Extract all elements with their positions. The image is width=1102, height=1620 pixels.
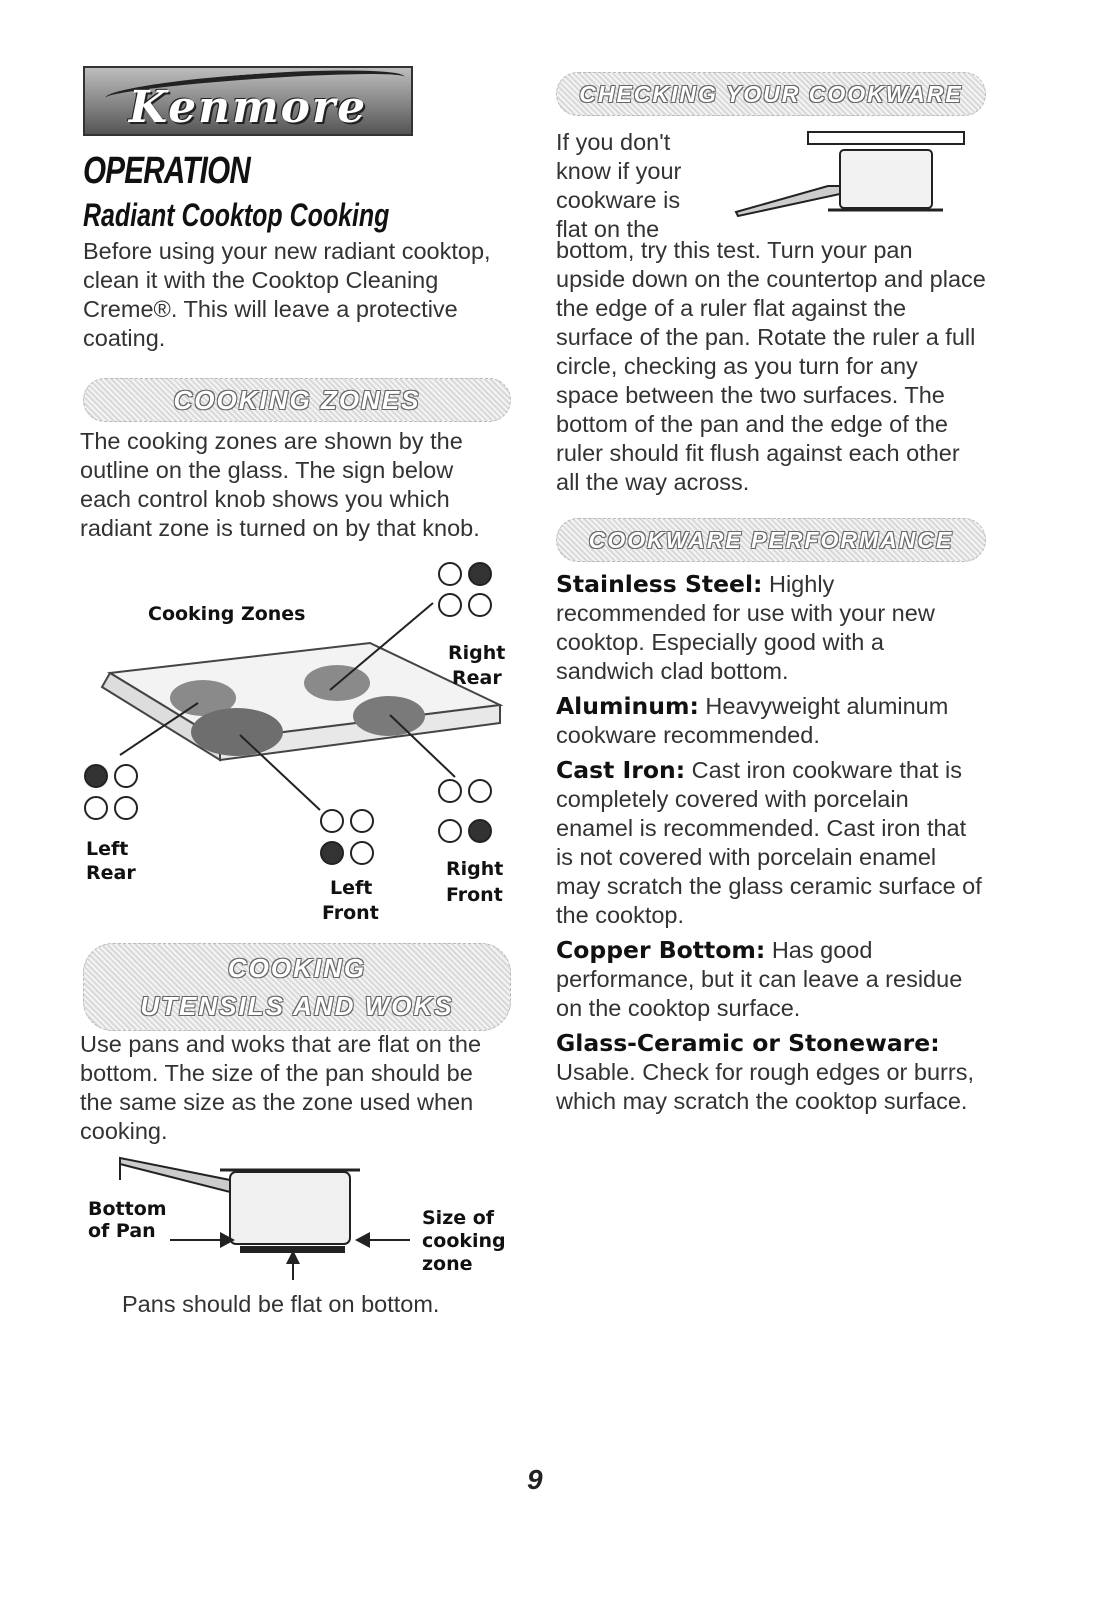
performance-term: Cast Iron:: [556, 756, 686, 784]
ruler-test-diagram: [728, 128, 968, 218]
performance-desc: Usable. Check for rough edges or burrs, which may scratch the cooktop surface.: [556, 1059, 974, 1114]
checking-heading: CHECKING YOUR COOKWARE: [579, 80, 963, 107]
checking-banner: [556, 72, 986, 116]
knob-indicator: [85, 797, 107, 819]
cooking-zones-heading: COOKING ZONES: [173, 384, 421, 415]
knob-indicator: [321, 842, 343, 864]
cooking-zones-paragraph: The cooking zones are shown by the outline on the glass. The sign below each control knob shows you which radiant zone is turned on by that knob.: [80, 428, 480, 541]
knob-indicator: [439, 594, 461, 616]
zone-left-front: [191, 708, 283, 756]
performance-term: Glass-Ceramic or Stoneware:: [556, 1029, 940, 1057]
label-left-front-1: Left: [330, 877, 373, 899]
cooking-zones-banner: [83, 378, 511, 422]
page-subtitle: Radiant Cooktop Cooking: [83, 197, 390, 233]
pan-handle: [736, 186, 840, 216]
knob-indicator: [321, 810, 343, 832]
utensils-heading-line1: COOKING: [227, 953, 367, 983]
label-size-of-zone-1: Size of: [422, 1207, 495, 1229]
performance-desc: Heavyweight aluminum cookware recommended.: [556, 693, 949, 748]
performance-term: Stainless Steel:: [556, 570, 763, 598]
page-number: 9: [527, 1464, 543, 1495]
performance-banner: [556, 518, 986, 562]
performance-term: Copper Bottom:: [556, 936, 766, 964]
label-right-rear-2: Rear: [452, 667, 502, 689]
label-size-of-zone-3: zone: [422, 1253, 473, 1275]
pan-handle: [120, 1158, 230, 1192]
performance-desc: Highly recommended for use with your new cooktop. Especially good with a sandwich clad bottom.: [556, 571, 935, 684]
performance-term: Aluminum:: [556, 692, 699, 720]
utensils-banner: [83, 943, 511, 1031]
label-left-rear-1: Left: [86, 838, 129, 860]
checking-line: flat on the: [556, 216, 660, 242]
inverted-pan: [840, 150, 932, 208]
utensils-heading-line2: UTENSILS AND WOKS: [140, 991, 454, 1021]
label-right-front-2: Front: [446, 884, 503, 906]
knob-indicator: [439, 820, 461, 842]
knob-indicator: [469, 594, 491, 616]
checking-line: If you don't: [556, 129, 671, 155]
intro-paragraph: Before using your new radiant cooktop, clean it with the Cooktop Cleaning Creme®. This will leave a protective coating.: [83, 238, 491, 351]
performance-desc: Cast iron cookware that is completely covered with porcelain enamel is recommended. Cast iron that is not covered with porcelain enamel may scratch the glass ceramic surface of the cooktop.: [556, 757, 982, 928]
performance-item: [556, 1029, 986, 1116]
checking-line: cookware is: [556, 187, 681, 213]
checking-paragraph: bottom, try this test. Turn your pan upside down on the countertop and place the edge of a ruler flat against the surface of the pan. Rotate the ruler a full circle, checking as you turn for any space between the two surfaces. The bottom of the pan and the edge of the ruler should fit flush against each other all the way across.: [556, 237, 986, 495]
knob-indicator: [115, 797, 137, 819]
knob-indicator: [85, 765, 107, 787]
label-right-front-1: Right: [446, 858, 504, 880]
label-bottom-of-pan-2: of Pan: [88, 1220, 156, 1242]
performance-heading: COOKWARE PERFORMANCE: [588, 526, 954, 553]
pan-caption: Pans should be flat on bottom.: [122, 1291, 440, 1317]
diagram-title: Cooking Zones: [148, 603, 306, 625]
checking-short-lines: [556, 128, 756, 244]
label-left-rear-2: Rear: [86, 862, 136, 884]
performance-desc: Has good performance, but it can leave a residue on the cooktop surface.: [556, 937, 963, 1021]
utensils-paragraph: Use pans and woks that are flat on the bottom. The size of the pan should be the same size as the zone used when cooking.: [80, 1031, 482, 1144]
knob-indicator: [115, 765, 137, 787]
kenmore-logo: [83, 66, 413, 136]
page-title: OPERATION: [83, 150, 250, 192]
knob-indicator: [351, 810, 373, 832]
ruler: [808, 132, 964, 144]
label-right-rear-1: Right: [448, 642, 506, 664]
checking-line: know if your: [556, 158, 682, 184]
performance-item: [556, 756, 986, 930]
knob-indicator: [351, 842, 373, 864]
knob-indicator: [469, 563, 491, 585]
label-size-of-zone-2: cooking: [422, 1230, 506, 1252]
brand-name: Kenmore: [128, 82, 368, 133]
label-left-front-2: Front: [322, 902, 379, 924]
pan-body: [230, 1172, 350, 1244]
performance-list: [556, 570, 986, 1116]
knob-indicator: [469, 820, 491, 842]
knob-indicator: [439, 563, 461, 585]
label-bottom-of-pan-1: Bottom: [88, 1198, 167, 1220]
knob-indicator: [469, 780, 491, 802]
performance-item: [556, 570, 986, 686]
performance-item: [556, 936, 986, 1023]
zone-right-front: [353, 696, 425, 736]
knob-indicator: [439, 780, 461, 802]
performance-item: [556, 692, 986, 750]
